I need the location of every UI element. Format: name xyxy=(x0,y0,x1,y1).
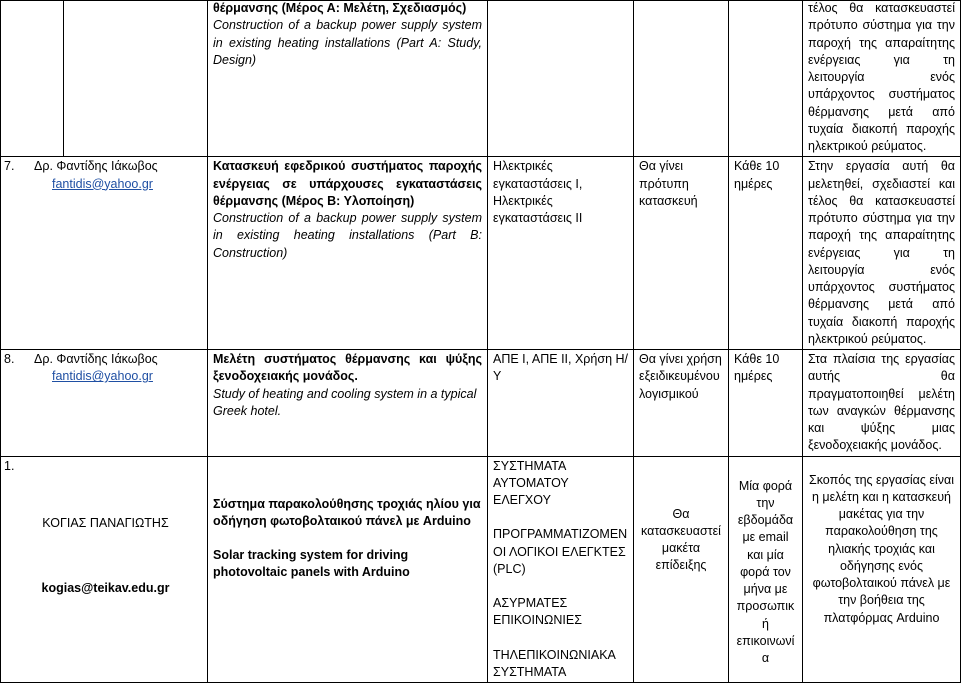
cell-type xyxy=(634,350,729,457)
course-item: ΤΗΛΕΠΙΚΟΙΝΩΝΙΑΚΑ ΣΥΣΤΗΜΑΤΑ xyxy=(493,647,616,679)
cell-description xyxy=(803,1,961,157)
supervisor-email-link[interactable]: fantidis@yahoo.gr xyxy=(52,369,153,384)
cell-description xyxy=(803,456,961,683)
prerequisite-courses: Ηλεκτρικές εγκαταστάσεις Ι, Ηλεκτρικές εγκαταστάσεις ΙΙ xyxy=(493,159,583,225)
cell-type xyxy=(634,1,729,157)
title-english: Study of heating and cooling system in a typical Greek hotel. xyxy=(213,386,477,418)
table-row xyxy=(1,157,961,350)
cell-courses xyxy=(488,1,634,157)
table-row xyxy=(1,350,961,457)
cell-type xyxy=(634,157,729,350)
supervisor-email: kogias@teikav.edu.gr xyxy=(41,581,170,595)
title-greek: Κατασκευή εφεδρικού συστήματος παροχής ενέργειας σε υπάρχουσες εγκαταστάσεις θέρμανσης (Μέρος Β: Υλοποίηση) xyxy=(213,159,482,208)
cell-courses xyxy=(488,350,634,457)
cell-number xyxy=(1,1,64,157)
description-text: Στα πλαίσια της εργασίας αυτής θα πραγματοποιηθεί μελέτη των αναγκών θέρμανσης και ψύξης μιας ξενοδοχειακής μονάδος. xyxy=(808,352,955,453)
supervisor-email-link[interactable]: fantidis@yahoo.gr xyxy=(52,176,153,191)
cell-courses xyxy=(488,456,634,683)
cell-supervisor xyxy=(64,1,208,157)
cell-meetings xyxy=(729,456,803,683)
cell-meetings xyxy=(729,350,803,457)
description-text: Σκοπός της εργασίας είναι η μελέτη και η κατασκευή μακέτας για την παρακολούθηση της ηλιακής τροχιάς και οδήγησης ενός φωτοβολταικού πάνελ με την βοήθεια της πλατφόρμας Arduino xyxy=(808,472,955,625)
cell-meetings xyxy=(729,157,803,350)
cell-number-name xyxy=(1,350,208,457)
title-english: Construction of a backup power supply system in existing heating installations (Part A: Study, Design) xyxy=(213,18,482,67)
table-row xyxy=(1,1,961,157)
course-item: ΣΥΣΤΗΜΑΤΑ ΑΥΤΟΜΑΤΟΥ ΕΛΕΓΧΟΥ xyxy=(493,458,569,507)
title-greek: Μελέτη συστήματος θέρμανσης και ψύξης ξενοδοχειακής μονάδος. xyxy=(213,352,482,384)
cell-description xyxy=(803,350,961,457)
row-number: 7. xyxy=(4,159,15,174)
meeting-frequency: Κάθε 10 ημέρες xyxy=(734,159,780,191)
course-item: ΑΣΥΡΜΑΤΕΣ ΕΠΙΚΟΙΝΩΝΙΕΣ xyxy=(493,596,582,628)
cell-description xyxy=(803,157,961,350)
supervisor-name: ΚΟΓΙΑΣ ΠΑΝΑΓΙΩΤΗΣ xyxy=(42,515,169,530)
title-english: Solar tracking system for driving photovoltaic panels with Arduino xyxy=(213,548,410,580)
table-row xyxy=(1,456,961,683)
supervisor-name: Δρ. Φαντίδης Ιάκωβος xyxy=(34,159,158,174)
cell-title xyxy=(208,1,488,157)
project-type: Θα γίνει πρότυπη κατασκευή xyxy=(639,159,698,208)
prerequisite-courses: ΑΠΕ Ι, ΑΠΕ ΙΙ, Χρήση Η/Υ xyxy=(493,352,629,384)
description-text: Στην εργασία αυτή θα μελετηθεί, σχεδιαστεί και τέλος θα κατασκευαστεί πρότυπο σύστημα για την παροχή της απαραίτητης ενέργειας για τη λειτουργία ενός υπάρχοντος συστήματος θέρμανσης μετά από τυχαία διακοπή παροχής ηλεκτρικού ρεύματος. xyxy=(808,159,955,346)
title-greek: Σύστημα παρακολούθησης τροχιάς ηλίου για οδήγηση φωτοβολταικού πάνελ με Arduino xyxy=(213,496,481,528)
row-number: 1. xyxy=(4,458,15,473)
supervisor-name: Δρ. Φαντίδης Ιάκωβος xyxy=(34,352,158,366)
cell-type xyxy=(634,456,729,683)
cell-courses xyxy=(488,157,634,350)
cell-title xyxy=(208,350,488,457)
description-text: τέλος θα κατασκευαστεί πρότυπο σύστημα για την παροχή της απαραίτητης ενέργειας για τη λειτουργία ενός υπάρχοντος συστήματος θέρμανσης μετά από τυχαία διακοπή παροχής ηλεκτρικού ρεύματος. xyxy=(808,1,955,153)
cell-title xyxy=(208,157,488,350)
course-item: ΠΡΟΓΡΑΜΜΑΤΙΖΟΜΕΝΟΙ ΛΟΓΙΚΟΙ ΕΛΕΓΚΤΕΣ (PLC) xyxy=(493,527,628,576)
cell-meetings xyxy=(729,1,803,157)
cell-title xyxy=(208,456,488,683)
project-type: Θα γίνει χρήση εξειδικευμένου λογισμικού xyxy=(639,352,722,401)
title-greek: θέρμανσης (Μέρος Α: Μελέτη, Σχεδιασμός) xyxy=(213,1,467,15)
meeting-frequency: Μία φορά την εβδομάδα με email και μία φορά τον μήνα με προσωπική επικοινωνία xyxy=(736,478,795,665)
meeting-frequency: Κάθε 10 ημέρες xyxy=(734,352,780,384)
project-type: Θα κατασκευαστεί μακέτα επίδειξης xyxy=(641,506,721,573)
cell-number-name xyxy=(1,157,208,350)
cell-number-name xyxy=(1,456,208,683)
title-english: Construction of a backup power supply system in existing heating installations (Part B: Construction) xyxy=(213,211,482,260)
row-number: 8. xyxy=(4,352,15,366)
